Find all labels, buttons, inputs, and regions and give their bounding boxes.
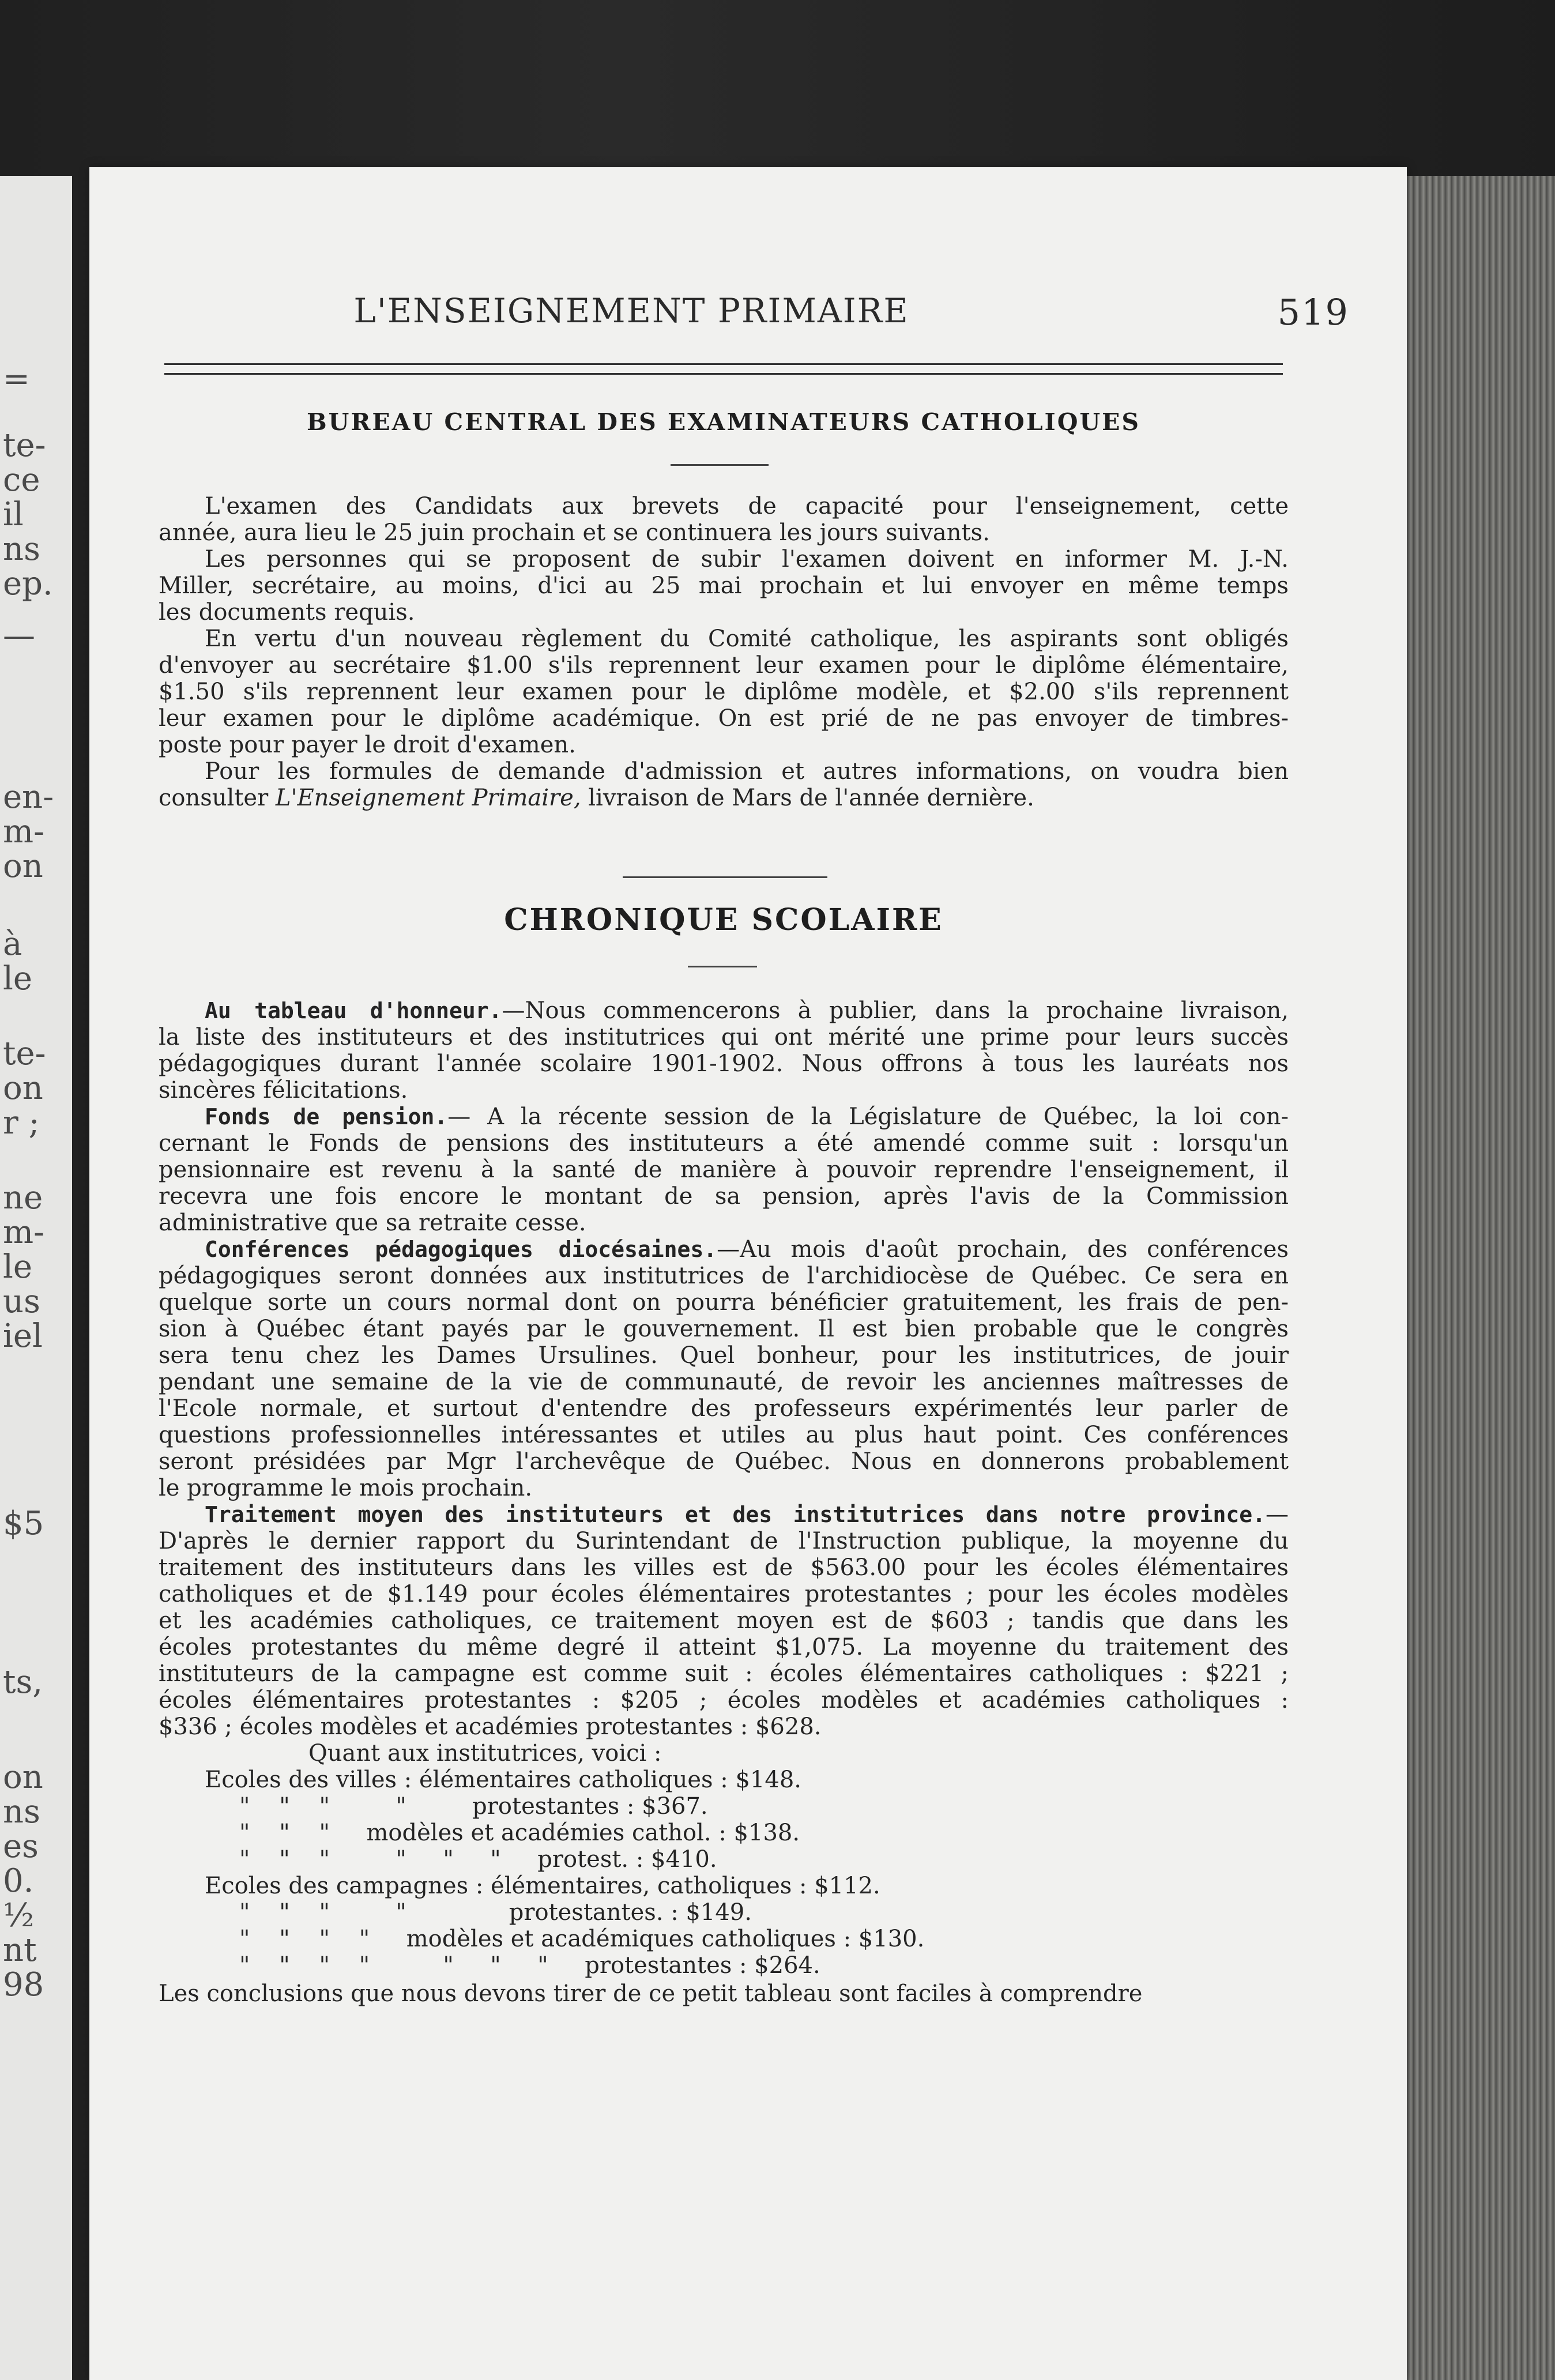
left-fragment: es (3, 1828, 39, 1865)
left-fragment: te- (3, 427, 46, 464)
left-fragment: on (3, 848, 43, 885)
text-line: L'examen des Candidats aux brevets de capacité pour l'enseignement, cette (205, 493, 1289, 519)
table-row: Ecoles des villes : élémentaires catholiques : $148. (205, 1767, 801, 1793)
text-line: D'après le dernier rapport du Surintendant de l'Instruction publique, la moyenne du (159, 1528, 1289, 1554)
left-fragment: on (3, 1758, 43, 1796)
text-line: Pour les formules de demande d'admission et autres informations, on voudra bien (205, 758, 1289, 785)
left-fragment: ts, (3, 1663, 43, 1701)
left-fragment: m- (3, 813, 45, 850)
paragraph-lead: Traitement moyen des instituteurs et des institutrices dans notre province. (205, 1502, 1266, 1527)
left-fragment: ep. (3, 565, 53, 602)
section-divider (623, 876, 827, 878)
text-line: la liste des instituteurs et des institutrices qui ont mérité une prime pour leurs succès (159, 1024, 1289, 1050)
left-fragment: r ; (3, 1104, 40, 1142)
left-fragment: le (3, 960, 33, 997)
left-fragment: $5 (3, 1505, 44, 1542)
book-page (89, 167, 1407, 2380)
text-line: année, aura lieu le 25 juin prochain et se continuera les jours suivants. (159, 519, 990, 546)
text-line: sincères félicitations. (159, 1077, 408, 1104)
text-line: pédagogiques seront données aux institutrices de l'archidiocèse de Québec. Ce sera en (159, 1263, 1289, 1289)
paragraph-lead: Fonds de pension. (205, 1104, 448, 1129)
text-line: Miller, secrétaire, au moins, d'ici au 25 mai prochain et lui envoyer en même temps (159, 573, 1289, 599)
left-fragment: 98 (3, 1966, 44, 2004)
paragraph-lead: Conférences pédagogiques diocésaines. (205, 1237, 717, 1262)
text-line: sion à Québec étant payés par le gouvernement. Il est bien probable que le congrès (159, 1316, 1289, 1342)
text-span: consulter (159, 785, 276, 811)
journal-title: L'Enseignement Primaire, (275, 785, 581, 811)
left-fragment: ne (3, 1179, 43, 1217)
text-line: cernant le Fonds de pensions des instituteurs a été amendé comme suit : lorsqu'un (159, 1130, 1289, 1157)
paragraph-lead-line (205, 1236, 1289, 1263)
section-title-bureau: BUREAU CENTRAL DES EXAMINATEURS CATHOLIQUES (306, 408, 1141, 436)
text-line: les documents requis. (159, 599, 415, 626)
paragraph-lead-line (205, 997, 1289, 1024)
text-line: En vertu d'un nouveau règlement du Comité catholique, les aspirants sont obligés (205, 626, 1289, 652)
table-row: Ecoles des campagnes : élémentaires, catholiques : $112. (205, 1873, 880, 1899)
left-fragment: te- (3, 1035, 46, 1072)
text-span: livraison de Mars de l'année dernière. (581, 785, 1034, 811)
text-line: écoles protestantes du même degré il atteint $1,075. La moyenne du traitement des (159, 1634, 1289, 1660)
text-line: pendant une semaine de la vie de communauté, de revoir les anciennes maîtresses de (159, 1369, 1289, 1395)
running-title: L'ENSEIGNEMENT PRIMAIRE (353, 291, 909, 330)
left-fragment: nt (3, 1931, 37, 1969)
left-fragment: 0. (3, 1862, 34, 1900)
section-divider (671, 464, 769, 466)
left-fragment: ce (3, 461, 40, 499)
text-line: seront présidées par Mgr l'archevêque de Québec. Nous en donnerons probablement (159, 1448, 1289, 1475)
text-span: — (1266, 1501, 1289, 1528)
page-number: 519 (1277, 291, 1349, 333)
section-title-chronique: CHRONIQUE SCOLAIRE (504, 902, 943, 937)
text-line: quelque sorte un cours normal dont on pourra bénéficier gratuitement, les frais de pen- (159, 1289, 1289, 1316)
text-line: d'envoyer au secrétaire $1.00 s'ils reprennent leur examen pour le diplôme élémentaire, (159, 652, 1289, 679)
page-stack-edge (1407, 176, 1555, 2380)
header-double-rule (164, 363, 1283, 375)
text-line: poste pour payer le droit d'examen. (159, 732, 576, 758)
text-span: — A la récente session de la Législature de Québec, la loi con- (447, 1104, 1289, 1130)
text-line: écoles élémentaires protestantes : $205 ; écoles modèles et académies catholiques : (159, 1687, 1289, 1714)
text-line (159, 785, 1289, 811)
text-line: questions professionnelles intéressantes et utiles au plus haut point. Ces conférences (159, 1422, 1289, 1448)
text-line: instituteurs de la campagne est comme suit : écoles élémentaires catholiques : $221 ; (159, 1660, 1289, 1687)
left-fragment: le (3, 1248, 33, 1286)
text-line: $336 ; écoles modèles et académies protestantes : $628. (159, 1714, 822, 1740)
text-line: Quant aux institutrices, voici : (308, 1740, 662, 1767)
table-row: " " " modèles et académies cathol. : $138. (239, 1820, 800, 1846)
text-line: Les conclusions que nous devons tirer de ce petit tableau sont faciles à comprendre (159, 1980, 1143, 2007)
text-line: l'Ecole normale, et surtout d'entendre des professeurs expérimentés leur parler de (159, 1395, 1289, 1422)
paragraph-lead-line (205, 1501, 1289, 1528)
paragraph-lead: Au tableau d'honneur. (205, 998, 502, 1023)
left-fragment: il (3, 496, 24, 533)
left-fragment: en- (3, 778, 54, 816)
text-line: administrative que sa retraite cesse. (159, 1210, 586, 1236)
left-fragment: — (3, 617, 35, 654)
text-line: Les personnes qui se proposent de subir l'examen doivent en informer M. J.-N. (205, 546, 1289, 573)
text-line: pédagogiques durant l'année scolaire 1901-1902. Nous offrons à tous les lauréats nos (159, 1050, 1289, 1077)
table-row: " " " " " " protest. : $410. (239, 1846, 717, 1873)
left-fragment: à (3, 925, 22, 963)
text-line: $1.50 s'ils reprennent leur examen pour le diplôme modèle, et $2.00 s'ils reprennent (159, 679, 1289, 705)
text-span: —Nous commencerons à publier, dans la prochaine livraison, (502, 997, 1289, 1024)
text-span: —Au mois d'août prochain, des conférences (717, 1236, 1289, 1263)
left-fragment: ½ (3, 1897, 35, 1934)
text-line: pensionnaire est revenu à la santé de manière à pouvoir reprendre l'enseignement, il (159, 1157, 1289, 1183)
paragraph-lead-line (205, 1104, 1289, 1130)
text-line: le programme le mois prochain. (159, 1475, 533, 1501)
left-fragment: m- (3, 1214, 45, 1251)
text-line: sera tenu chez les Dames Ursulines. Quel bonheur, pour les institutrices, de jouir (159, 1342, 1289, 1369)
text-line: catholiques et de $1.149 pour écoles élémentaires protestantes ; pour les écoles modèles (159, 1581, 1289, 1607)
left-fragment: ns (3, 530, 40, 568)
text-line: recevra une fois encore le montant de sa pension, après l'avis de la Commission (159, 1183, 1289, 1210)
table-row: " " " " modèles et académiques catholiques : $130. (239, 1926, 925, 1952)
text-line: traitement des instituteurs dans les villes est de $563.00 pour les écoles élémentaires (159, 1554, 1289, 1581)
table-row: " " " " protestantes : $367. (239, 1793, 708, 1820)
table-row: " " " " protestantes. : $149. (239, 1899, 752, 1926)
table-row: " " " " " " " protestantes : $264. (239, 1952, 820, 1979)
left-fragment: us (3, 1283, 40, 1320)
left-fragment: = (3, 360, 30, 398)
left-page-edge (0, 176, 72, 2380)
text-line: et les académies catholiques, ce traitement moyen est de $603 ; tandis que dans les (159, 1607, 1289, 1634)
left-fragment: iel (3, 1317, 43, 1355)
left-fragment: on (3, 1070, 43, 1107)
text-line: leur examen pour le diplôme académique. On est prié de ne pas envoyer de timbres- (159, 705, 1289, 732)
running-header (147, 291, 1349, 343)
left-fragment: ns (3, 1793, 40, 1831)
section-divider (688, 966, 757, 967)
